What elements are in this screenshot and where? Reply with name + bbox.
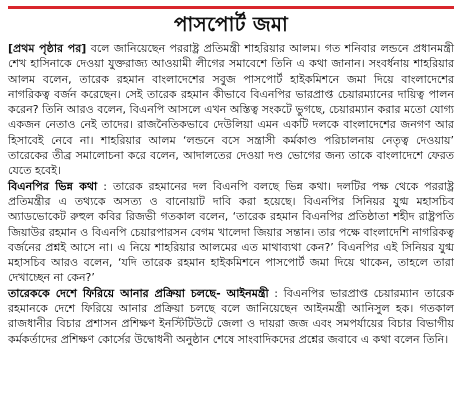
paragraph-1-text: বলে জানিয়েছেন পররাষ্ট্র প্রতিমন্ত্রী শাহরিয়ার আলম। গত শনিবার লন্ডনে প্রধানমন্ত্রী শেখ হাসিনাকে দেওয়া যুক্তরাজ্য আওয়ামী লীগের সমাবেশে তিনি এ কথা জানান। সংবর্ধনায় শাহরিয়ার আলম বলেন, তারেক রহমান বাংলাদেশের সবুজ পাসপোর্ট হাইকমিশনে জমা দিয়ে বাংলাদেশের নাগরিকত্ব বর্জন করেছেন। সেই তারেক রহমান কীভাবে বিএনপির ভারপ্রাপ্ত চেয়ারম্যানের দায়িত্ব পালন করেন? তিনি আরও বলেন, বিএনপি আসলে এখন অস্তিত্ব সংকটে ভুগছে, চেয়ারম্যান করার মতো যোগ্য একজন নেতাও নেই তাদের। রাজনৈতিকভাবে দেউলিয়া এমন একটি দলকে বাংলাদেশের জনগণ আর হিসাবেই নেবে না। শাহরিয়ার আলম ‘লন্ডনে বসে সন্ত্রাসী কর্মকাণ্ড পরিচালনায় নেতৃত্ব দেওয়ায়’ তারেকের তীব্র সমালোচনা করে বলেন, আদালতের দেওয়া দণ্ড ভোগের জন্য তাকে বাংলাদেশে ফেরত যেতে হবেই।	[8, 42, 454, 178]
continuation-label: [প্রথম পৃষ্ঠার পর]	[8, 42, 87, 55]
paragraph-2-text: : তারেক রহমানের দল বিএনপি বলছে ভিন্ন কথা। দলটির পক্ষ থেকে পররাষ্ট্র প্রতিমন্ত্রীর এ তথ্যকে অসত্য ও বানোয়াট দাবি করা হয়েছে। বিএনপির সিনিয়র যুগ্ম মহাসচিব অ্যাডভোকেট রুহুল কবির রিজভী গতকাল বলেন, ‘তারেক রহমান বিএনপির প্রতিষ্ঠাতা শহীদ রাষ্ট্রপতি জিয়াউর রহমান ও বিএনপি চেয়ারপারসন বেগম খালেদা জিয়ার সন্তান। তার পক্ষে বাংলাদেশি নাগরিকত্ব বর্জনের প্রশ্নই আসে না। এ নিয়ে শাহরিয়ার আলমের এত মাথাব্যথা কেন?’ বিএনপির এই সিনিয়র যুগ্ম মহাসচিব আরও বলেন, ‘যদি তারেক রহমান হাইকমিশনে পাসপোর্ট জমা দিয়ে থাকেন, তাহলে তারা দেখাচ্ছেন না কেন?’	[8, 179, 454, 285]
article-headline: পাসপোর্ট জমা	[173, 12, 289, 36]
article-paragraph-2	[8, 179, 454, 286]
top-red-rule	[8, 6, 454, 9]
article-paragraph-1	[8, 41, 454, 179]
subhead-bnp: বিএনপির ভিন্ন কথা	[8, 179, 98, 193]
paragraph-3-text: : বিএনপির ভারপ্রাপ্ত চেয়ারম্যান তারেক রহমানকে দেশে ফিরিয়ে আনার প্রক্রিয়া চলছে বলে জানিয়েছেন আইনমন্ত্রী আনিসুল হক। গতকাল রাজধানীর বিচার প্রশাসন প্রশিক্ষণ ইনস্টিটিউটে জেলা ও দায়রা জজ এবং সমপর্যায়ের বিচার বিভাগীয় কর্মকর্তাদের প্রশিক্ষণ কোর্সের উদ্বোধনী অনুষ্ঠান শেষে সাংবাদিকদের প্রশ্নের জবাবে এ কথা বলেন তিনি।	[8, 286, 454, 346]
article-body	[8, 41, 454, 347]
article-paragraph-3	[8, 286, 454, 347]
subhead-law-minister: তারেককে দেশে ফিরিয়ে আনার প্রক্রিয়া চলছে- আইনমন্ত্রী	[8, 286, 269, 300]
